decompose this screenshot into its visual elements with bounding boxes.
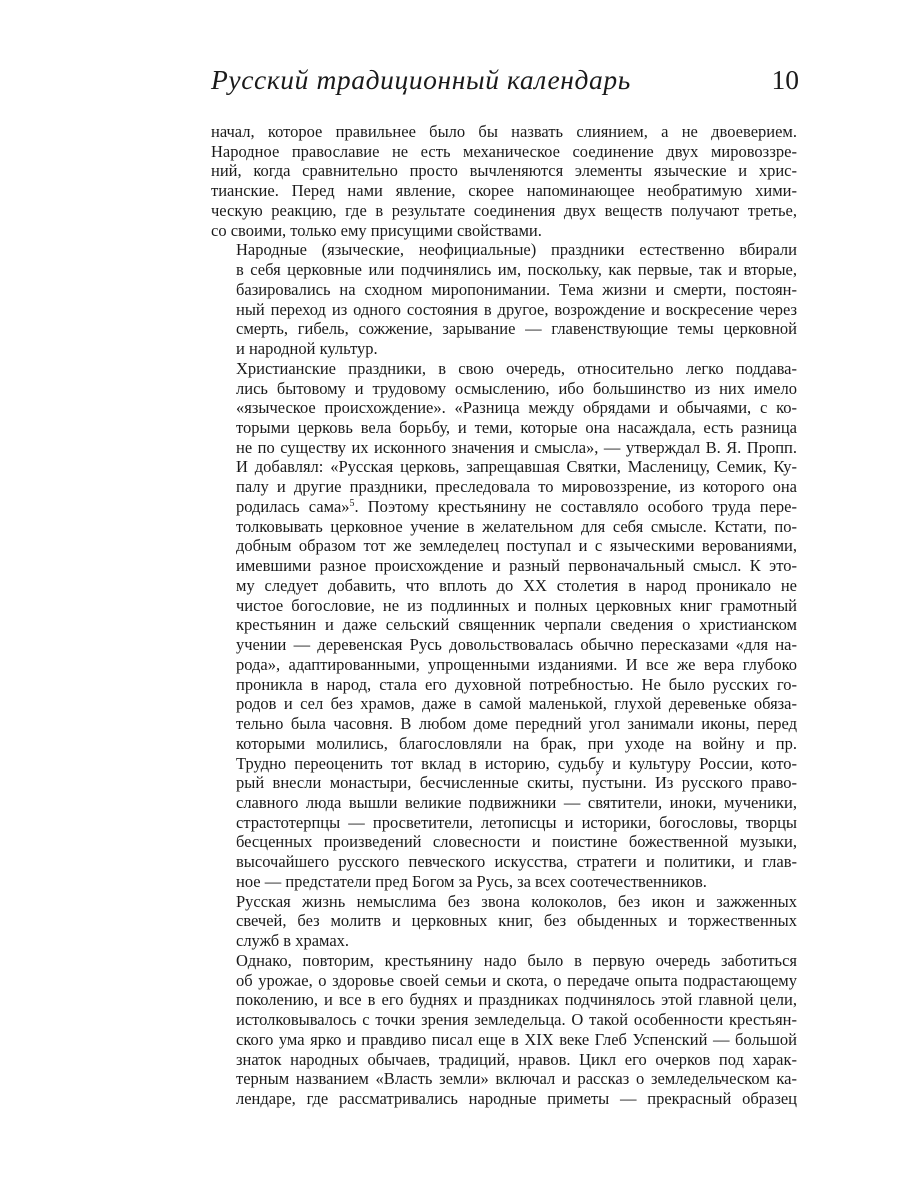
- text-line: ное — предстатели пред Богом за Русь, за всех соотечественников.: [236, 871, 707, 891]
- text-line: бесценных произведений словесности и поистине божественной музыки,: [236, 832, 797, 852]
- text-line: палу и другие праздники, преследовала то мировоззрение, из которого она: [236, 477, 797, 497]
- text-line: лись бытовому и трудовому осмыслению, ибо большинство из них имело: [236, 378, 797, 398]
- text-line: родов и сел без храмов, даже в самой маленькой, глухой деревеньке обяза-: [236, 694, 797, 714]
- text-line: об урожае, о здоровье своей семьи и скота, о передаче опыта подрастающему: [236, 970, 797, 990]
- text-line: И добавлял: «Русская церковь, запрещавшая Святки, Масленицу, Семик, Ку-: [236, 457, 797, 477]
- text-line: служб в храмах.: [236, 931, 350, 951]
- text-line: базировались на сходном миропонимании. Тема жизни и смерти, постоян-: [236, 279, 797, 299]
- text-line: му следует добавить, что вплоть до XX столетия в народ проникало не: [236, 575, 797, 595]
- text-line: которыми молились, благословляли на брак, при уходе на войну и пр.: [236, 733, 797, 753]
- text-line: проникла в народ, стала его духовной потребностью. Не было русских го-: [236, 674, 797, 694]
- text-line: Русская жизнь немыслима без звона колоколов, без икон и зажженных: [236, 891, 797, 911]
- text-line: и народной культур.: [236, 339, 378, 359]
- text-line: славного люда вышли великие подвижники — святители, иноки, мученики,: [236, 792, 797, 812]
- text-line: не по существу их исконного значения и смысла», — утверждал В. Я. Пропп.: [236, 437, 797, 457]
- paragraph-5: [211, 951, 797, 1109]
- text-line: ческую реакцию, где в результате соединения двух веществ получают третье,: [211, 200, 797, 220]
- text-line: имевшими разное происхождение и разный первоначальный смысл. К это-: [236, 556, 797, 576]
- text-line: рый внесли монастыри, бесчисленные скиты, пу́стыни. Из русского право-: [236, 773, 797, 793]
- text-line: в себя церковные или подчинялись им, поскольку, как первые, так и вторые,: [236, 260, 797, 280]
- text-line: тельно была часовня. В любом доме передний угол занимали иконы, перед: [236, 714, 797, 734]
- body-text: [211, 122, 797, 1109]
- text-line: начал, которое правильнее было бы назвать слиянием, а не двоеверием.: [211, 122, 797, 141]
- paragraph-4: [211, 892, 797, 951]
- text-fragment: . Поэтому крестьянину не составляло особого труда пере-: [354, 496, 797, 516]
- text-line: Народные (языческие, неофициальные) праздники естественно вбирали: [236, 240, 797, 260]
- text-line: тианские. Перед нами явление, скорее напоминающее необратимую хими-: [211, 181, 797, 201]
- text-line: учении — деревенская Русь довольствовалась обычно пересказами «для на-: [236, 635, 797, 655]
- text-line: истолковывалось с точки зрения земледельца. О такой особенности крестьян-: [236, 1010, 797, 1030]
- text-line: поколению, и все в его буднях и праздниках подчинялось этой главной цели,: [236, 990, 797, 1010]
- footnote-reference[interactable]: 5: [349, 497, 355, 509]
- text-line: торыми церковь вела борьбу, и теми, которые она насаждала, есть разница: [236, 418, 797, 438]
- text-line: толковывать церковное учение в желательном для себя смысле. Кстати, по-: [236, 516, 797, 536]
- text-line: Трудно переоценить тот вклад в историю, судьбу и культуру России, кото-: [236, 753, 797, 773]
- text-line: знаток народных обычаев, традиций, нравов. Цикл его очерков под харак-: [236, 1049, 797, 1069]
- text-line: Однако, повторим, крестьянину надо было в первую очередь заботиться: [236, 950, 797, 970]
- page-number: 10: [771, 64, 799, 95]
- text-line: страстотерпцы — просветители, летописцы и историки, богословы, творцы: [236, 812, 797, 832]
- text-line: добным образом тот же земледелец поступал и с языческими верованиями,: [236, 536, 797, 556]
- text-line: ний, когда сравнительно просто вычленяются элементы языческие и хрис-: [211, 161, 797, 181]
- text-line: со своими, только ему присущими свойствами.: [211, 220, 542, 240]
- text-line: рода», адаптированными, упрощенными изданиями. И все же вера глубоко: [236, 654, 797, 674]
- text-line: Народное православие не есть механическое соединение двух мировоззре-: [211, 141, 797, 161]
- text-line: лендаре, где рассматривались народные приметы — прекрасный образец: [236, 1088, 797, 1108]
- text-line: Христианские праздники, в свою очередь, относительно легко поддава-: [236, 358, 797, 378]
- paragraph-1: [211, 122, 797, 240]
- paragraph-2: [211, 240, 797, 358]
- text-line: «языческое происхождение». «Разница между обрядами и обычаями, с ко-: [236, 398, 797, 418]
- text-line: ского ума ярко и правдиво писал еще в XIX веке Глеб Успенский — большой: [236, 1029, 797, 1049]
- text-line: ный переход из одного состояния в другое, возрождение и воскресение через: [236, 299, 797, 319]
- running-header: [211, 62, 799, 98]
- text-line: крестьянин и даже сельский священник черпали сведения о христианском: [236, 615, 797, 635]
- text-fragment: родилась сама»: [236, 496, 350, 516]
- text-line: высочайшего русского певческого искусства, стратеги и политики, и глав-: [236, 852, 797, 872]
- text-line: смерть, гибель, сожжение, зарывание — главенствующие темы церковной: [236, 319, 797, 339]
- text-line: свечей, без молитв и церковных книг, без обыденных и торжественных: [236, 911, 797, 931]
- paragraph-3: [211, 359, 797, 892]
- running-title: Русский традиционный календарь: [211, 64, 631, 95]
- text-line-with-footnote: [211, 497, 797, 517]
- text-line: чистое богословие, не из подлинных и полных церковных книг грамотный: [236, 595, 797, 615]
- text-line: терным названием «Власть земли» включал и рассказ о земледельческом ка-: [236, 1069, 797, 1089]
